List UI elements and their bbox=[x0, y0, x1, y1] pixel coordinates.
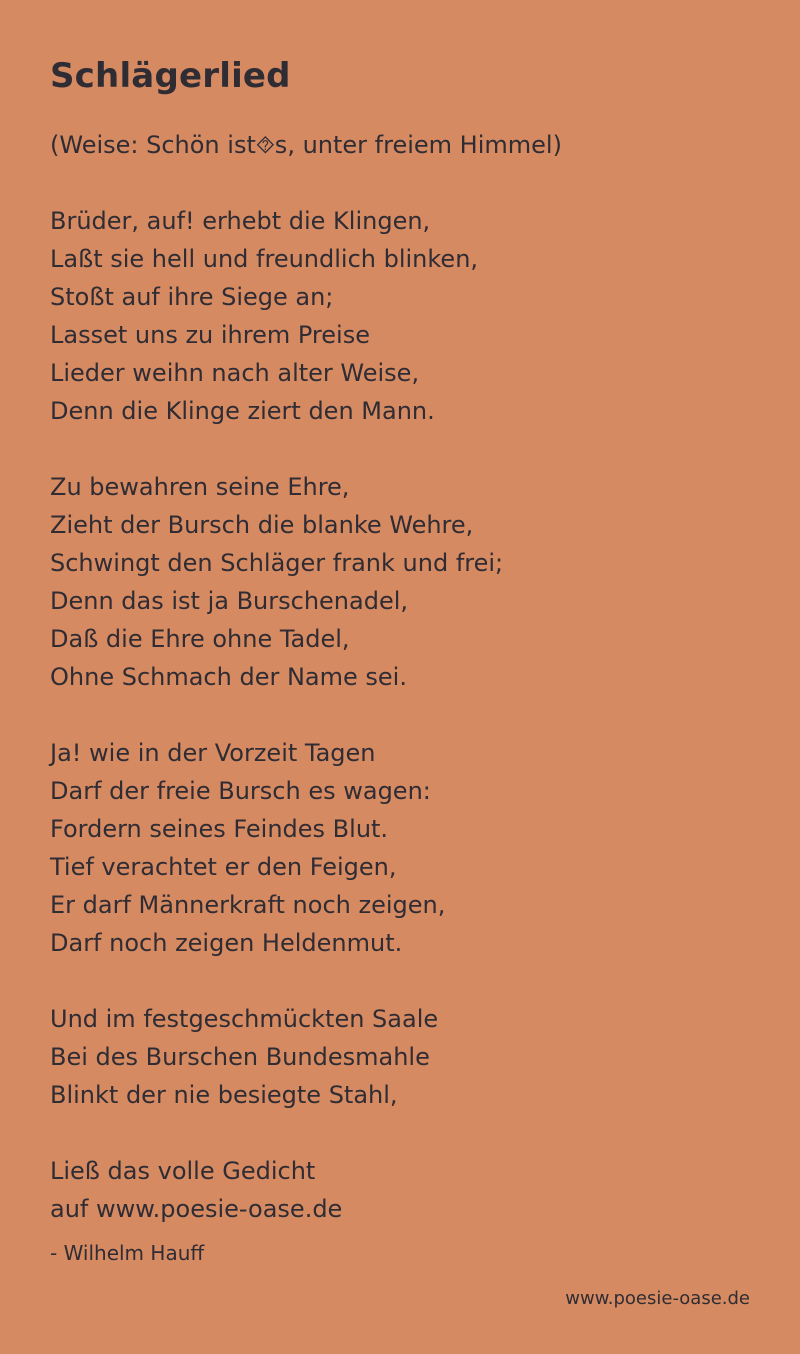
poem-line: Und im festgeschmückten Saale bbox=[50, 1005, 439, 1033]
poem-body bbox=[50, 202, 750, 1266]
poem-line: Er darf Männerkraft noch zeigen, bbox=[50, 891, 446, 919]
poem-line: Stoßt auf ihre Siege an; bbox=[50, 283, 334, 311]
poem-line: Lasset uns zu ihrem Preise bbox=[50, 321, 370, 349]
poem-line: Zu bewahren seine Ehre, bbox=[50, 473, 350, 501]
poem-line: Ja! wie in der Vorzeit Tagen bbox=[50, 739, 376, 767]
poem-line: Lieder weihn nach alter Weise, bbox=[50, 359, 420, 387]
poem-author: - Wilhelm Hauff bbox=[50, 1241, 205, 1265]
poem-line: Laßt sie hell und freundlich blinken, bbox=[50, 245, 479, 273]
poem-line: Denn das ist ja Burschenadel, bbox=[50, 587, 409, 615]
poem-line: Ließ das volle Gedicht bbox=[50, 1157, 316, 1185]
poem-title: Schlägerlied bbox=[50, 56, 291, 96]
poem-line: Darf noch zeigen Heldenmut. bbox=[50, 929, 403, 957]
poem-line: Fordern seines Feindes Blut. bbox=[50, 815, 389, 843]
poem-line: Tief verachtet er den Feigen, bbox=[50, 853, 397, 881]
poem-line: Schwingt den Schläger frank und frei; bbox=[50, 549, 504, 577]
stanza bbox=[50, 202, 750, 430]
stanza bbox=[50, 1152, 750, 1228]
stanza bbox=[50, 1000, 750, 1114]
poem-line: auf www.poesie-oase.de bbox=[50, 1195, 343, 1223]
poem-line: Brüder, auf! erhebt die Klingen, bbox=[50, 207, 431, 235]
poem-line: Blinkt der nie besiegte Stahl, bbox=[50, 1081, 398, 1109]
poem-line: Daß die Ehre ohne Tadel, bbox=[50, 625, 350, 653]
poem-subtitle: (Weise: Schön ist⯑s, unter freiem Himmel) bbox=[50, 131, 562, 159]
poem-line: Ohne Schmach der Name sei. bbox=[50, 663, 407, 691]
poem-line: Bei des Burschen Bundesmahle bbox=[50, 1043, 430, 1071]
stanza bbox=[50, 734, 750, 962]
poem-line: Zieht der Bursch die blanke Wehre, bbox=[50, 511, 474, 539]
stanza bbox=[50, 468, 750, 696]
poem-line: Darf der freie Bursch es wagen: bbox=[50, 777, 431, 805]
poem-line: Denn die Klinge ziert den Mann. bbox=[50, 397, 435, 425]
website-footer: www.poesie-oase.de bbox=[565, 1288, 750, 1309]
